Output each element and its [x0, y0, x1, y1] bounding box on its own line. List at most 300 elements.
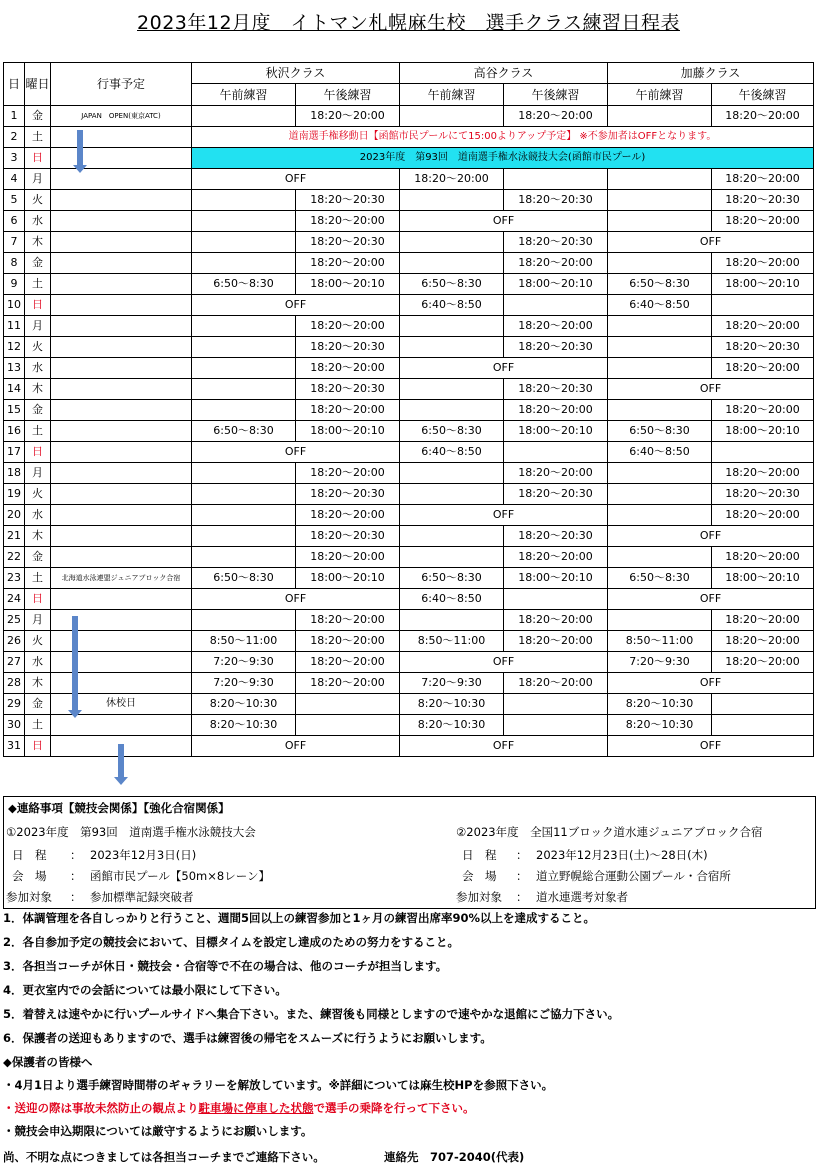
time-cell: 18:20～20:30: [504, 337, 608, 358]
guardian-note-gallery: ・4月1日より選手練習時間帯のギャラリーを解放しています。※詳細については麻生校HPを参照下さい。: [3, 1078, 554, 1092]
time-cell: 18:20～20:00: [504, 547, 608, 568]
weekday-cell: 日: [25, 736, 51, 757]
day-cell: 1: [4, 106, 25, 127]
time-cell: [400, 484, 504, 505]
time-cell: [192, 400, 296, 421]
time-cell: 6:40～8:50: [400, 589, 504, 610]
time-cell: [400, 379, 504, 400]
weekday-cell: 火: [25, 484, 51, 505]
footer-contact: 連絡先 707-2040(代表): [384, 1150, 525, 1164]
event1-venue: 函館市民プール【50m×8レーン】: [90, 869, 270, 883]
header-class-takaya: 高谷クラス: [400, 63, 608, 84]
day-cell: 3: [4, 148, 25, 169]
header-day: 日: [4, 63, 25, 106]
event-cell: [51, 505, 192, 526]
time-cell: 18:20～20:00: [296, 106, 400, 127]
event-cell: 休校日: [51, 694, 192, 715]
time-cell: 18:20～20:00: [296, 463, 400, 484]
header-am: 午前練習: [400, 84, 504, 106]
day-cell: 20: [4, 505, 25, 526]
schedule-row: [4, 106, 814, 127]
time-cell: 6:40～8:50: [608, 295, 712, 316]
time-cell: 18:00～20:10: [296, 568, 400, 589]
time-cell: OFF: [400, 652, 608, 673]
event-cell: [51, 148, 192, 169]
time-cell: 18:20～20:00: [712, 631, 814, 652]
time-cell: [400, 106, 504, 127]
day-cell: 16: [4, 421, 25, 442]
day-cell: 23: [4, 568, 25, 589]
weekday-cell: 木: [25, 526, 51, 547]
schedule-row: [4, 295, 814, 316]
event2-title: ②2023年度 全国11ブロック道水連ジュニアブロック合宿: [456, 825, 763, 839]
guardian-heading: ◆保護者の皆様へ: [3, 1055, 93, 1069]
weekday-cell: 土: [25, 127, 51, 148]
schedule-row: [4, 652, 814, 673]
schedule-row: [4, 421, 814, 442]
rule-item: 3．各担当コーチが休日・競技会・合宿等で不在の場合は、他のコーチが担当します。: [3, 959, 448, 973]
header-weekday: 曜日: [25, 63, 51, 106]
event1-venue-label: 会 場: [12, 869, 47, 883]
time-cell: 8:20～10:30: [608, 694, 712, 715]
event-cell: [51, 316, 192, 337]
time-cell: OFF: [608, 589, 814, 610]
time-cell: 6:50～8:30: [192, 421, 296, 442]
time-cell: 6:50～8:30: [400, 421, 504, 442]
header-pm: 午後練習: [296, 84, 400, 106]
time-cell: 6:40～8:50: [400, 442, 504, 463]
day-cell: 27: [4, 652, 25, 673]
event2-date-label: 日 程: [462, 848, 497, 862]
time-cell: 18:20～20:30: [296, 484, 400, 505]
day-cell: 28: [4, 673, 25, 694]
time-cell: 18:20～20:00: [296, 652, 400, 673]
time-cell: [192, 358, 296, 379]
time-cell: [400, 610, 504, 631]
schedule-row: [4, 274, 814, 295]
time-cell: 18:00～20:10: [712, 274, 814, 295]
time-cell: 6:50～8:30: [608, 274, 712, 295]
event1-date-label: 日 程: [12, 848, 47, 862]
time-cell: 18:20～20:30: [504, 232, 608, 253]
time-cell: OFF: [400, 358, 608, 379]
time-cell: 18:20～20:00: [400, 169, 504, 190]
time-cell: 18:20～20:00: [296, 253, 400, 274]
weekday-cell: 土: [25, 274, 51, 295]
schedule-row: [4, 211, 814, 232]
time-cell: [712, 442, 814, 463]
schedule-row: [4, 463, 814, 484]
weekday-cell: 火: [25, 631, 51, 652]
schedule-row: [4, 358, 814, 379]
schedule-row: [4, 484, 814, 505]
schedule-row: [4, 232, 814, 253]
schedule-row: [4, 316, 814, 337]
time-cell: [400, 232, 504, 253]
time-cell: [712, 715, 814, 736]
pickup-text-c: で選手の乗降を行って下さい。: [313, 1101, 475, 1115]
time-cell: OFF: [192, 736, 400, 757]
time-cell: [192, 106, 296, 127]
event-cell: [51, 421, 192, 442]
time-cell: [608, 337, 712, 358]
time-cell: 18:20～20:00: [712, 610, 814, 631]
event-cell: JAPAN OPEN(東京ATC): [51, 106, 192, 127]
day-cell: 7: [4, 232, 25, 253]
time-cell: [400, 463, 504, 484]
schedule-row: [4, 736, 814, 757]
time-cell: 18:20～20:00: [504, 400, 608, 421]
time-cell: [192, 463, 296, 484]
event2-date: 2023年12月23日(土)～28日(木): [536, 848, 708, 862]
guardian-note-pickup: [3, 1100, 475, 1116]
time-cell: [504, 694, 608, 715]
event-cell: [51, 400, 192, 421]
event-cell: [51, 232, 192, 253]
time-cell: 8:20～10:30: [192, 715, 296, 736]
weekday-cell: 土: [25, 568, 51, 589]
time-cell: 18:20～20:30: [712, 337, 814, 358]
event-cell: [51, 463, 192, 484]
colon: ：: [516, 869, 528, 883]
rule-item: 2．各自参加予定の競技会において、目標タイムを設定し達成のための努力をすること。: [3, 935, 460, 949]
event-cell: [51, 526, 192, 547]
schedule-row: [4, 253, 814, 274]
time-cell: [400, 190, 504, 211]
time-cell: [400, 316, 504, 337]
time-cell: [400, 337, 504, 358]
time-cell: 6:50～8:30: [608, 421, 712, 442]
schedule-row: [4, 148, 814, 169]
weekday-cell: 木: [25, 232, 51, 253]
time-cell: 18:20～20:30: [296, 379, 400, 400]
time-cell: [504, 715, 608, 736]
time-cell: [608, 253, 712, 274]
day-cell: 15: [4, 400, 25, 421]
time-cell: 7:20～9:30: [400, 673, 504, 694]
day-cell: 14: [4, 379, 25, 400]
time-cell: OFF: [608, 379, 814, 400]
time-cell: 18:20～20:00: [504, 610, 608, 631]
time-cell: 18:20～20:00: [296, 505, 400, 526]
event-cell: [51, 211, 192, 232]
time-cell: 18:00～20:10: [712, 568, 814, 589]
event-cell: [51, 295, 192, 316]
time-cell: 18:20～20:00: [296, 316, 400, 337]
weekday-cell: 水: [25, 358, 51, 379]
event-banner-cell: 2023年度 第93回 道南選手権水泳競技大会(函館市民プール): [192, 148, 814, 169]
rule-item: 6．保護者の送迎もありますので、選手は練習後の帰宅をスムーズに行うようにお願いします。: [3, 1031, 492, 1045]
time-cell: 8:50～11:00: [192, 631, 296, 652]
schedule-row: [4, 673, 814, 694]
colon: ：: [516, 848, 528, 862]
weekday-cell: 月: [25, 169, 51, 190]
time-cell: [192, 379, 296, 400]
time-cell: 6:40～8:50: [400, 295, 504, 316]
header-events: 行事予定: [51, 63, 192, 106]
weekday-cell: 土: [25, 421, 51, 442]
event1-target-label: 参加対象: [6, 890, 52, 904]
schedule-row: [4, 337, 814, 358]
schedule-row: [4, 379, 814, 400]
day-cell: 12: [4, 337, 25, 358]
notice-heading: ◆連絡事項【競技会関係】【強化合宿関係】: [8, 801, 230, 815]
page-title: 2023年12月度 イトマン札幌麻生校 選手クラス練習日程表: [137, 12, 680, 34]
time-cell: 7:20～9:30: [608, 652, 712, 673]
day-cell: 8: [4, 253, 25, 274]
time-cell: 18:00～20:10: [504, 274, 608, 295]
time-cell: [192, 253, 296, 274]
day-cell: 25: [4, 610, 25, 631]
weekday-cell: 木: [25, 379, 51, 400]
time-cell: [296, 715, 400, 736]
time-cell: OFF: [400, 505, 608, 526]
guardian-note-deadline: ・競技会申込期限については厳守するようにお願いします。: [3, 1124, 313, 1138]
time-cell: [608, 211, 712, 232]
day-cell: 30: [4, 715, 25, 736]
event-cell: [51, 442, 192, 463]
weekday-cell: 月: [25, 463, 51, 484]
time-cell: [608, 190, 712, 211]
time-cell: 18:20～20:00: [504, 316, 608, 337]
event2-target-label: 参加対象: [456, 890, 502, 904]
schedule-row: [4, 610, 814, 631]
header-pm: 午後練習: [504, 84, 608, 106]
time-cell: [712, 694, 814, 715]
event-cell: [51, 379, 192, 400]
weekday-cell: 金: [25, 106, 51, 127]
weekday-cell: 月: [25, 610, 51, 631]
event-cell: 北海道水泳連盟ジュニアブロック合宿: [51, 568, 192, 589]
weekday-cell: 金: [25, 400, 51, 421]
time-cell: OFF: [192, 169, 400, 190]
time-cell: 8:20～10:30: [400, 694, 504, 715]
weekday-cell: 金: [25, 694, 51, 715]
colon: ：: [70, 848, 82, 862]
rule-item: 4．更衣室内での会話については最小限にして下さい。: [3, 983, 287, 997]
time-cell: 18:20～20:00: [296, 211, 400, 232]
weekday-cell: 水: [25, 211, 51, 232]
schedule-row: [4, 169, 814, 190]
time-cell: 7:20～9:30: [192, 673, 296, 694]
event-cell: [51, 358, 192, 379]
time-cell: 18:20～20:00: [296, 358, 400, 379]
time-cell: [192, 484, 296, 505]
time-cell: OFF: [400, 736, 608, 757]
time-cell: [192, 547, 296, 568]
day-cell: 17: [4, 442, 25, 463]
time-cell: [192, 526, 296, 547]
time-cell: [608, 610, 712, 631]
header-class-akisawa: 秋沢クラス: [192, 63, 400, 84]
time-cell: 18:20～20:30: [504, 484, 608, 505]
schedule-row: [4, 589, 814, 610]
colon: ：: [70, 869, 82, 883]
footer-text: 尚、不明な点につきましては各担当コーチまでご連絡下さい。: [3, 1150, 325, 1164]
schedule-row: [4, 400, 814, 421]
time-cell: 18:20～20:00: [504, 673, 608, 694]
event-cell: [51, 337, 192, 358]
time-cell: 18:20～20:00: [296, 547, 400, 568]
time-cell: 6:50～8:30: [608, 568, 712, 589]
day-cell: 29: [4, 694, 25, 715]
time-cell: 18:20～20:30: [504, 379, 608, 400]
time-cell: 8:50～11:00: [608, 631, 712, 652]
event-cell: [51, 253, 192, 274]
pickup-text-emphasis: 駐車場に停車した状態: [198, 1101, 314, 1115]
event1-title: ①2023年度 第93回 道南選手権水泳競技大会: [6, 825, 256, 839]
time-cell: 18:20～20:00: [712, 547, 814, 568]
time-cell: 18:20～20:30: [296, 337, 400, 358]
time-cell: 18:20～20:00: [504, 106, 608, 127]
day-cell: 6: [4, 211, 25, 232]
event1-target: 参加標準記録突破者: [90, 890, 194, 904]
time-cell: 18:20～20:30: [504, 526, 608, 547]
rule-item: 1．体調管理を各自しっかりと行うこと、週間5回以上の練習参加と1ヶ月の練習出席率90%以上を達成すること。: [3, 911, 596, 925]
time-cell: OFF: [608, 736, 814, 757]
event-cell: [51, 190, 192, 211]
weekday-cell: 月: [25, 316, 51, 337]
event-cell: [51, 169, 192, 190]
time-cell: OFF: [608, 673, 814, 694]
time-cell: [712, 295, 814, 316]
time-cell: OFF: [400, 211, 608, 232]
schedule-row: [4, 547, 814, 568]
weekday-cell: 日: [25, 295, 51, 316]
header-pm: 午後練習: [712, 84, 814, 106]
weekday-cell: 土: [25, 715, 51, 736]
time-cell: [400, 253, 504, 274]
header-am: 午前練習: [608, 84, 712, 106]
day-cell: 4: [4, 169, 25, 190]
time-cell: 18:00～20:10: [504, 568, 608, 589]
weekday-cell: 日: [25, 589, 51, 610]
time-cell: 18:20～20:00: [296, 400, 400, 421]
day-cell: 13: [4, 358, 25, 379]
notice-cell: 道南選手権移動日【函館市民プールにて15:00よりアップ予定】 ※不参加者はOFFとなります。: [192, 127, 814, 148]
time-cell: OFF: [192, 442, 400, 463]
day-cell: 10: [4, 295, 25, 316]
event2-venue-label: 会 場: [462, 869, 497, 883]
time-cell: 18:20～20:30: [296, 190, 400, 211]
time-cell: 18:20～20:00: [296, 610, 400, 631]
event1-date: 2023年12月3日(日): [90, 848, 197, 862]
day-cell: 21: [4, 526, 25, 547]
time-cell: 18:20～20:00: [296, 631, 400, 652]
time-cell: 18:20～20:00: [712, 253, 814, 274]
schedule-row: [4, 127, 814, 148]
schedule-row: [4, 526, 814, 547]
time-cell: [608, 169, 712, 190]
day-cell: 18: [4, 463, 25, 484]
time-cell: 6:50～8:30: [192, 274, 296, 295]
arrow-down-icon: [72, 616, 78, 711]
time-cell: OFF: [608, 526, 814, 547]
day-cell: 26: [4, 631, 25, 652]
time-cell: 18:20～20:30: [504, 190, 608, 211]
colon: ：: [70, 890, 82, 904]
notice-box: [3, 796, 816, 909]
time-cell: 18:20～20:30: [712, 190, 814, 211]
day-cell: 9: [4, 274, 25, 295]
header-am: 午前練習: [192, 84, 296, 106]
time-cell: 18:20～20:00: [504, 631, 608, 652]
time-cell: OFF: [192, 589, 400, 610]
time-cell: 8:20～10:30: [192, 694, 296, 715]
time-cell: OFF: [608, 232, 814, 253]
schedule-row: [4, 568, 814, 589]
time-cell: [192, 232, 296, 253]
time-cell: [504, 295, 608, 316]
time-cell: 18:20～20:00: [504, 253, 608, 274]
time-cell: 18:20～20:00: [712, 211, 814, 232]
schedule-row: [4, 505, 814, 526]
time-cell: [296, 694, 400, 715]
time-cell: [608, 316, 712, 337]
time-cell: 8:50～11:00: [400, 631, 504, 652]
day-cell: 11: [4, 316, 25, 337]
weekday-cell: 金: [25, 547, 51, 568]
day-cell: 2: [4, 127, 25, 148]
time-cell: [192, 610, 296, 631]
time-cell: 18:20～20:30: [296, 232, 400, 253]
time-cell: 18:00～20:10: [504, 421, 608, 442]
event2-venue: 道立野幌総合運動公園プール・合宿所: [536, 869, 731, 883]
time-cell: 18:20～20:00: [504, 463, 608, 484]
time-cell: 18:20～20:00: [712, 400, 814, 421]
weekday-cell: 木: [25, 673, 51, 694]
event-cell: [51, 484, 192, 505]
arrow-down-icon: [77, 130, 83, 166]
time-cell: [400, 400, 504, 421]
weekday-cell: 水: [25, 652, 51, 673]
time-cell: [400, 547, 504, 568]
colon: ：: [516, 890, 528, 904]
time-cell: [192, 211, 296, 232]
time-cell: 6:50～8:30: [400, 274, 504, 295]
time-cell: [608, 106, 712, 127]
schedule-row: [4, 631, 814, 652]
arrow-down-icon: [118, 744, 124, 778]
time-cell: 18:20～20:00: [712, 316, 814, 337]
event2-target: 道水連選考対象者: [536, 890, 628, 904]
event-cell: [51, 547, 192, 568]
time-cell: [192, 316, 296, 337]
time-cell: 18:20～20:00: [712, 505, 814, 526]
time-cell: OFF: [192, 295, 400, 316]
schedule-table: [3, 62, 814, 757]
time-cell: 6:50～8:30: [400, 568, 504, 589]
pickup-text-a: ・送迎の際は事故未然防止の観点より: [3, 1101, 199, 1115]
day-cell: 19: [4, 484, 25, 505]
time-cell: 18:20～20:00: [712, 358, 814, 379]
time-cell: 18:20～20:00: [296, 673, 400, 694]
time-cell: [608, 505, 712, 526]
time-cell: [608, 463, 712, 484]
time-cell: [504, 442, 608, 463]
time-cell: [504, 169, 608, 190]
time-cell: [192, 190, 296, 211]
day-cell: 22: [4, 547, 25, 568]
weekday-cell: 日: [25, 442, 51, 463]
time-cell: 18:20～20:30: [296, 526, 400, 547]
time-cell: 8:20～10:30: [400, 715, 504, 736]
time-cell: 7:20～9:30: [192, 652, 296, 673]
weekday-cell: 日: [25, 148, 51, 169]
time-cell: [608, 547, 712, 568]
time-cell: [608, 358, 712, 379]
weekday-cell: 火: [25, 337, 51, 358]
